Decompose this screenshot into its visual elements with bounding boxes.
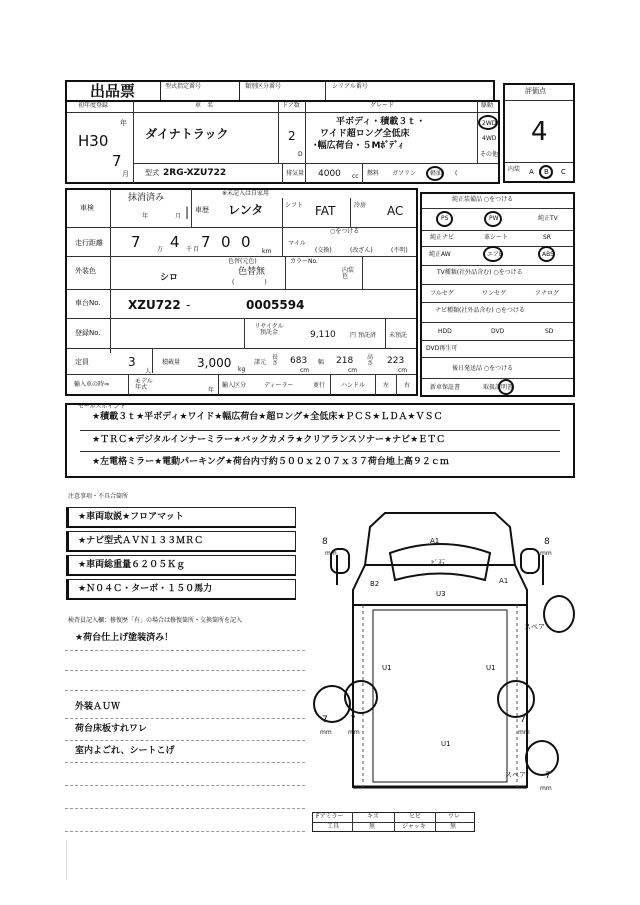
- capacity-unit: 人: [145, 368, 152, 375]
- inspection-label: 車検: [80, 204, 94, 212]
- warranty: 新車保証書: [430, 384, 461, 391]
- legend-v3: ジャッキ: [402, 823, 426, 830]
- displacement-label: 排気量: [286, 170, 305, 177]
- class-no-label: 類別区分番号: [245, 83, 282, 90]
- legend-h4: ワレ: [448, 813, 461, 820]
- legend-h2: キズ: [367, 813, 379, 820]
- inspector-line-1: ★荷台仕上げ塗装済み！: [75, 633, 174, 643]
- load-unit: kg: [238, 366, 246, 373]
- grade-line-3: ･幅広荷台・５Mﾎﾞﾃﾞｨ: [313, 141, 403, 151]
- model-year-unit: 年: [208, 387, 215, 394]
- interior-b: B: [544, 168, 549, 176]
- import-label: 輸入車の時⇒: [74, 381, 110, 388]
- tread-rear-right: 7: [520, 715, 526, 725]
- diagram-label-u3: U3: [436, 590, 446, 598]
- spare-label-1: スペア: [524, 623, 545, 631]
- tread-front-left: 8: [322, 537, 328, 547]
- diagram-label-u1-left: U1: [382, 664, 392, 672]
- year-era: H30: [78, 132, 109, 150]
- navi-dvd: DVD: [491, 328, 505, 335]
- grade-line-2: ワイド超ロング全低床: [320, 129, 410, 139]
- mileage-digit-1: 7: [131, 233, 141, 251]
- model-year-label: モデル年式: [135, 378, 153, 391]
- color-change: 色替無: [238, 267, 266, 277]
- chassis-prefix: XZU722: [128, 298, 181, 312]
- tread-rear-left: 7: [322, 715, 328, 725]
- width-value: 218: [336, 356, 354, 366]
- mileage-digit-2: 4: [170, 233, 180, 251]
- drive-label: 駆動: [481, 102, 494, 109]
- equip-ps-mark: [436, 211, 453, 227]
- legend-v2: 無: [369, 823, 376, 830]
- width-cm: cm: [348, 367, 358, 374]
- tv-full: フルセグ: [430, 290, 454, 297]
- shift-value: FAT: [315, 204, 336, 218]
- spare-mm: mm: [540, 785, 552, 792]
- diagram-label-u1-right: U1: [486, 664, 496, 672]
- equip-sr: SR: [543, 234, 551, 241]
- tread-front-right: 8: [544, 537, 550, 547]
- mileage-unit-hyaku: 百: [193, 246, 200, 253]
- doors-label: ドア数: [282, 102, 300, 109]
- year-unit: 年: [120, 119, 127, 127]
- dims-label: 諸元: [254, 359, 267, 366]
- tv-title: TV種類(社外品含む) ○をつける: [437, 269, 523, 276]
- notes-label: 注意事項・不具合箇所: [68, 493, 129, 500]
- spare-wheel-1: [543, 595, 575, 633]
- legend-h1: Fアミラー: [316, 813, 344, 820]
- height-cm: cm: [398, 367, 408, 374]
- recycle-deposited: 預託済: [358, 332, 377, 339]
- doors-unit: D: [298, 151, 303, 158]
- manual: 取扱説明書: [483, 384, 514, 391]
- mileage-digit-4: 0: [221, 233, 231, 251]
- equip-abs: ABS: [542, 251, 554, 258]
- fuel-diesel: 軽油: [430, 170, 443, 177]
- page-title: 出品票: [90, 82, 136, 100]
- tread-front-right-mm: mm: [540, 550, 552, 557]
- diagram-label-a1-top: A1: [430, 537, 440, 545]
- recycle-value: 9,110: [310, 330, 336, 340]
- fuel-label: 燃料: [367, 170, 380, 177]
- meter-exchange: (交換): [315, 247, 332, 254]
- sales-line-2: ★ＴＲＣ★デジタルインナーミラー★バックカメラ★クリアランスソナー★ナビ★ＥＴＣ: [92, 435, 446, 445]
- diagram-label-a1-right: A1: [499, 577, 509, 585]
- tread-front-left-mm: mm: [325, 550, 337, 557]
- navi-hdd: HDD: [438, 328, 452, 335]
- sales-label: セールスポイント: [78, 403, 126, 410]
- recycle-label: リサイクル預託金: [254, 323, 284, 336]
- tread-rear-left-mm: mm: [320, 729, 332, 736]
- inspection-year: 年: [142, 213, 149, 220]
- detail-box: [65, 188, 418, 396]
- recycle-not: 未預託: [389, 332, 408, 339]
- tv-analog: アナログ: [535, 290, 560, 297]
- mileage-km: km: [262, 248, 272, 255]
- displacement-unit: cc: [352, 173, 359, 180]
- equip-airbag: エアB: [487, 251, 504, 258]
- diagram-label-stone: ﾋﾞ石: [431, 559, 445, 567]
- manual-mark: [498, 379, 514, 395]
- handle-label: ハンドル: [341, 382, 366, 389]
- spare-label-2: スペア: [505, 771, 526, 779]
- legend-h3: ヒビ: [409, 813, 422, 820]
- serial-label: シリアル番号: [332, 83, 368, 90]
- tv-one: ワンセグ: [482, 290, 507, 297]
- interior-color-label: 内装色: [342, 267, 355, 280]
- chassis-dash: -: [186, 298, 191, 312]
- drive-selected-mark: [478, 115, 498, 130]
- history-label: 車歴: [195, 206, 209, 214]
- mileage-digit-5: 0: [241, 233, 251, 251]
- tread-rear-right-mm: mm: [518, 729, 530, 736]
- height-label: 高さ: [367, 354, 374, 367]
- inspection-value: 抹消済み: [128, 193, 165, 203]
- history-value: レンタ: [228, 203, 264, 217]
- wheel-rear-right: [497, 680, 535, 718]
- inspector-line-4: 室内よごれ、シートこげ: [75, 746, 175, 756]
- grade-text-label: グレード: [370, 102, 395, 109]
- note-item-4: ★Ｎ０４Ｃ・ターボ・１５０馬力: [78, 584, 213, 594]
- handle-right: 右: [404, 382, 411, 389]
- fuel-selected-mark: [426, 166, 444, 181]
- interior-label: 内装: [508, 166, 521, 173]
- load-label: 積載量: [162, 359, 181, 366]
- equip-tv: 純正TV: [538, 215, 558, 222]
- chassis-number: 0005594: [246, 298, 305, 312]
- month-value: 7: [112, 152, 122, 170]
- spare-wheel-2: [525, 740, 559, 776]
- legend-v4: 無: [450, 823, 457, 830]
- equipment-title: 純正装備品 ○をつける: [452, 196, 514, 203]
- mile-label: マイル: [288, 240, 306, 247]
- fuel-gasoline: ガソリン: [392, 170, 417, 177]
- inspector-line-2: 外装ＡＵＷ: [75, 702, 121, 712]
- color-label: 外装色: [75, 267, 96, 275]
- meter-note: ○をつける: [330, 228, 360, 235]
- drive-2wd: 2WD: [482, 120, 497, 127]
- grade-score: 4: [531, 117, 548, 147]
- color-no-label: 色替(元色): [228, 258, 257, 265]
- meter-tamper: (改ざん): [350, 247, 373, 254]
- wheel-front-left-inner: [344, 680, 378, 714]
- inspection-month: 月: [175, 213, 182, 220]
- note-item-1: ★車両取説★フロアマット: [78, 512, 184, 522]
- parallel-label: 並行: [313, 382, 326, 389]
- reg-no-label: 登録No.: [75, 329, 101, 337]
- load-value: 3,000: [197, 356, 232, 370]
- wheel-right-front: [520, 548, 540, 574]
- equip-ps: PS: [441, 215, 449, 222]
- handle-left: 左: [383, 382, 390, 389]
- equip-aw: 純正AW: [429, 251, 451, 258]
- inspector-line-3: 荷台床板すれワレ: [75, 724, 148, 734]
- length-cm: cm: [300, 367, 310, 374]
- model-label: 型式: [145, 169, 159, 177]
- tread-rear-left-2-mm: mm: [348, 729, 360, 736]
- color-value: シロ: [160, 273, 179, 283]
- color-no2-label: カラーNo.: [290, 258, 318, 265]
- color-paren: ( ): [232, 279, 267, 286]
- later-docs: 後日発送品 ○をつける: [452, 365, 514, 372]
- tread-rear-left-2: 7: [350, 715, 356, 725]
- note-item-2: ★ナビ型式ＡＶＮ１３３ＭＲＣ: [78, 536, 204, 546]
- navi-title: ナビ種類(社外品含む) ○をつける: [435, 307, 525, 314]
- mileage-unit-sen: 千: [186, 246, 193, 253]
- inspector-label: 検査員記入欄：修復歴「有」の場合は修復箇所・交換箇所を記入: [68, 617, 243, 624]
- equip-abs-mark: [538, 246, 555, 262]
- car-name: ダイナトラック: [145, 127, 229, 141]
- doors-value: 2: [288, 129, 296, 143]
- length-value: 683: [290, 356, 308, 366]
- name-label: 車 名: [195, 102, 214, 109]
- drive-other: その他: [480, 151, 499, 158]
- equip-airbag-mark: [483, 246, 503, 262]
- spare-value: 7: [545, 771, 551, 781]
- mileage-digit-3: 7: [201, 233, 211, 251]
- note-item-3: ★車両総重量６２０５Ｋｇ: [78, 560, 186, 570]
- interior-selected-mark: [539, 165, 553, 179]
- month-unit: 月: [122, 170, 129, 178]
- model-value: 2RG-XZU722: [163, 168, 227, 178]
- sales-line-3: ★左電格ミラー★電動パーキング★荷台内寸約５００ｘ２０７ｘ３７荷台地上高９２ｃｍ: [92, 457, 449, 467]
- displacement-value: 4000: [318, 169, 341, 179]
- equip-pw-mark: [484, 211, 502, 227]
- equip-leather: 革シート: [484, 234, 509, 241]
- interior-c: C: [561, 168, 566, 176]
- dvd-play: DVD再生可: [426, 345, 458, 352]
- grade-label: 評価点: [525, 87, 546, 95]
- diagram-label-u1-rear: U1: [441, 740, 451, 748]
- type-no-label: 型式指定番号: [165, 83, 202, 90]
- sales-line-1: ★積載３ｔ★平ボディ★ワイド★幅広荷台★超ロング★全低床★ＰＣＳ★ＬＤＡ★ＶＳＣ: [92, 412, 443, 422]
- equip-navi: 純正ナビ: [430, 234, 455, 241]
- diagram-label-b2: B2: [370, 580, 380, 588]
- height-value: 223: [387, 356, 405, 366]
- meter-unknown: (不明): [391, 247, 408, 254]
- capacity-value: 3: [128, 355, 136, 369]
- mileage-label: 走行距離: [75, 239, 103, 247]
- navi-sd: SD: [545, 328, 554, 335]
- first-reg-label: 初年度登録: [78, 102, 109, 109]
- legend-v1: 工具: [327, 823, 340, 830]
- ac-label: 冷房: [354, 202, 367, 209]
- grade-line-1: 平ボディ・積載３ｔ・: [336, 117, 426, 127]
- equip-pw: PW: [489, 215, 499, 222]
- drive-4wd: 4WD: [482, 135, 497, 142]
- width-label: 幅: [318, 359, 325, 366]
- shift-label: シフト: [285, 202, 304, 209]
- length-label: 長さ: [272, 354, 279, 367]
- interior-a: A: [529, 168, 534, 176]
- mileage-unit-man: 万: [157, 246, 164, 253]
- history-note: ※未記入は自家用: [222, 190, 270, 197]
- chassis-label: 車台No.: [75, 299, 101, 307]
- inspection-sep: |: [185, 205, 190, 219]
- dealer-label: ディーラー: [264, 382, 294, 389]
- fuel-other: (: [455, 170, 458, 177]
- capacity-label: 定員: [75, 358, 89, 366]
- recycle-unit: 円: [350, 332, 357, 339]
- ac-value: AC: [387, 204, 404, 218]
- import-type-label: 輸入区分: [222, 382, 247, 389]
